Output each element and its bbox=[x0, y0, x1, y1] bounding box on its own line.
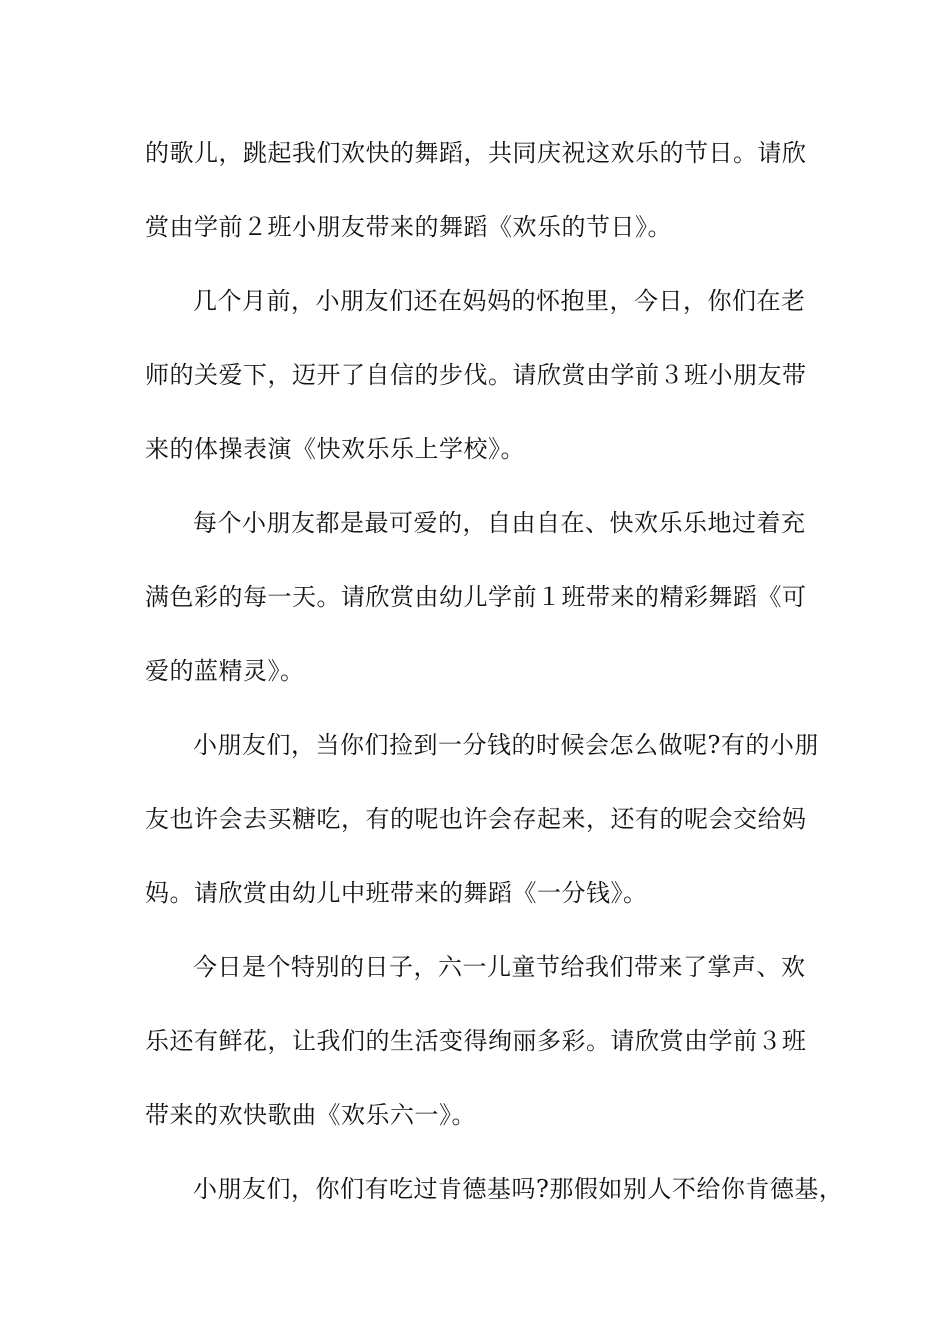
paragraph-first-line: 每个小朋友都是最可爱的，自由自在、快欢乐乐地过着充 bbox=[193, 509, 806, 537]
paragraph-first-line: 今日是个特别的日子，六一儿童节给我们带来了掌声、欢 bbox=[193, 953, 806, 981]
text-line: 带来的欢快歌曲《欢乐六一》。 bbox=[145, 1101, 476, 1129]
text-line: 爱的蓝精灵》。 bbox=[145, 657, 305, 685]
text-line: 友也许会去买糖吃，有的呢也许会存起来，还有的呢会交给妈 bbox=[145, 805, 807, 833]
text-line: 来的体操表演《快欢乐乐上学校》。 bbox=[145, 435, 525, 463]
text-line: 满色彩的每一天。请欣赏由幼儿学前１班带来的精彩舞蹈《可 bbox=[145, 583, 807, 611]
text-line: 的歌儿，跳起我们欢快的舞蹈，共同庆祝这欢乐的节日。请欣 bbox=[145, 139, 807, 167]
text-line: 妈。请欣赏由幼儿中班带来的舞蹈《一分钱》。 bbox=[145, 879, 648, 907]
paragraph-first-line: 小朋友们，你们有吃过肯德基吗?那假如别人不给你肯德基， bbox=[193, 1175, 844, 1203]
text-line: 乐还有鲜花，让我们的生活变得绚丽多彩。请欣赏由学前３班 bbox=[145, 1027, 807, 1055]
text-line: 师的关爱下，迈开了自信的步伐。请欣赏由学前３班小朋友带 bbox=[145, 361, 807, 389]
paragraph-first-line: 小朋友们，当你们捡到一分钱的时候会怎么做呢?有的小朋 bbox=[193, 731, 819, 759]
paragraph-first-line: 几个月前，小朋友们还在妈妈的怀抱里，今日，你们在老 bbox=[193, 287, 806, 315]
text-line: 赏由学前２班小朋友带来的舞蹈《欢乐的节日》。 bbox=[145, 213, 672, 241]
